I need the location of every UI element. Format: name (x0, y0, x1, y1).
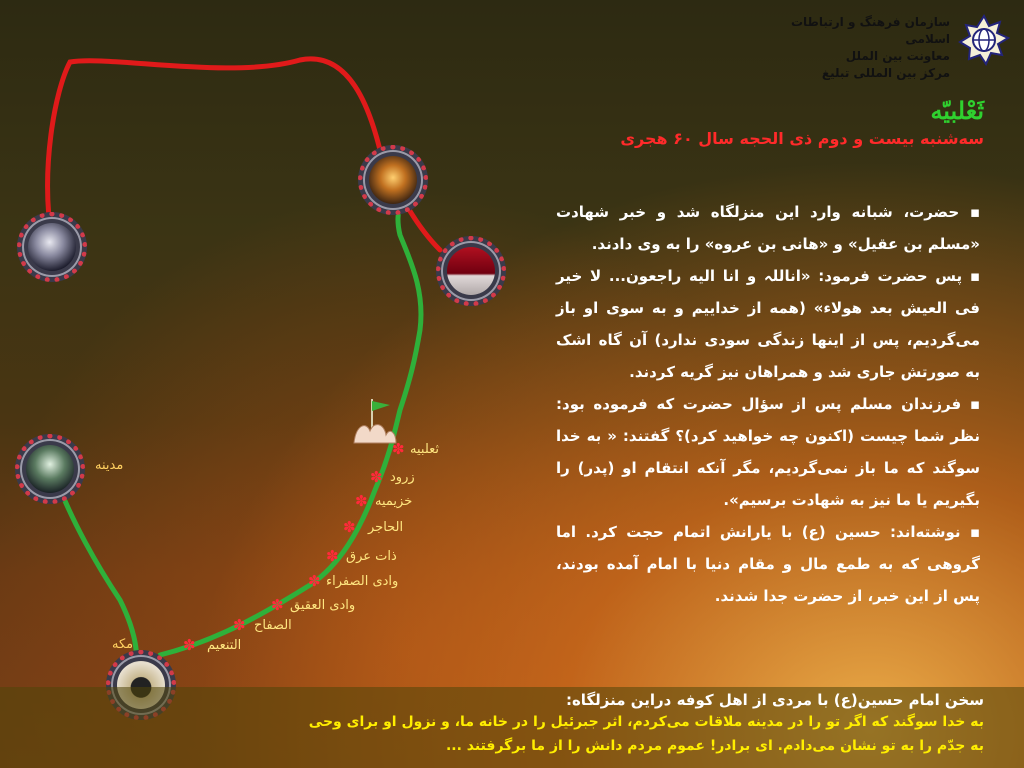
stop-marker-khuzaymiya: ✽ (355, 492, 368, 510)
quote-line-1: به خدا سوگند که اگر تو را در مدینه ملاقات می‌کردم، اثر جبرئیل را در خانه ما، و نزول او برای وحی (308, 714, 984, 730)
stop-marker-thalabiya: ✽ (392, 440, 405, 458)
stop-marker-wadi-aqiq: ✽ (271, 596, 284, 614)
narrative-text (556, 196, 980, 612)
page-subtitle: سه‌شنبه بیست و دوم ذی الحجه سال ۶۰ هجری (620, 129, 984, 148)
stop-marker-hajir: ✽ (343, 518, 356, 536)
logo-line-3: مرکز بین المللی تبلیغ (821, 66, 950, 80)
place-label-saffah: الصفاح (254, 618, 292, 633)
place-label-wadi-safra: وادی الصفراء (326, 574, 399, 589)
quote-line-2: به جدّم را به تو نشان می‌دادم. ای برادر! عموم مردم دانش را از ما برگرفتند ... (445, 738, 984, 754)
narrative-paragraph-1: ▪ حضرت، شبانه وارد این منزلگاه شد و خبر شهادت «مسلم بن عقیل» و «هانی بن عروه» را به وی دادند. (556, 203, 980, 253)
narrative-paragraph-2: ▪ پس حضرت فرمود: «اناللہ و انا الیه راجعون... لا خیر فی العیش بعد هولاء» (همه از خداییم و به سوی او باز می‌گردیم، پس از اینها زندگی سودی ندارد) آن گاه اشک به صورتش جاری شد و همراهان نیز گریه کردند. (556, 267, 980, 381)
stop-marker-saffah: ✽ (233, 616, 246, 634)
place-label-zarud: زرود (390, 470, 415, 485)
quote-heading: سخن امام حسین(ع) با مردی از اهل کوفه دراین منزلگاه: (565, 691, 984, 709)
stop-marker-zarud: ✽ (370, 468, 383, 486)
medallion-madina-mosque (15, 434, 85, 504)
stop-marker-wadi-safra: ✽ (308, 572, 321, 590)
medallion-red-route-west (17, 212, 87, 282)
medallion-karbala-shrine (358, 145, 428, 215)
organization-emblem-icon (958, 14, 1010, 66)
quote-bar (0, 687, 1024, 768)
place-label-hajir: الحاجر (368, 520, 404, 535)
organization-logo (760, 12, 1010, 80)
place-label-madina: مدینه (95, 458, 124, 473)
narrative-paragraph-4: ▪ نوشته‌اند: حسین (ع) با یارانش اتمام حجت کرد. اما گروهی که به طمع مال و مقام دنیا با امام آمده بودند، پس از این خبر، از حضرت جدا شدند. (556, 523, 980, 605)
place-label-wadi-aqiq: وادی العقیق (290, 598, 356, 613)
stop-marker-tanim: ✽ (183, 636, 196, 654)
page-heading (620, 96, 984, 148)
medallion-red-route-east (436, 236, 506, 306)
place-label-tanim: التنعیم (207, 638, 242, 653)
place-label-dhat-irq: ذات عرق (346, 549, 397, 564)
logo-line-1: سازمان فرهنگ و ارتباطات اسلامی (790, 15, 950, 46)
logo-line-2: معاونت بین الملل (845, 49, 950, 63)
place-label-khuzaymiya: خزیمیه (375, 494, 413, 509)
stop-marker-dhat-irq: ✽ (326, 547, 339, 565)
place-label-thalabiya: ثعلبیه (410, 442, 440, 457)
page-title: ثَعْلبیّه (930, 96, 984, 125)
narrative-paragraph-3: ▪ فرزندان مسلم پس از سؤال حضرت که فرموده بود: نظر شما چیست (اکنون چه خواهید کرد)؟ گفتند: « به خدا سوگند که ما باز نمی‌گردیم، مگر آنکه انتقام او (پدر) را بگیریم یا ما نیز به شهادت برسیم». (556, 395, 980, 509)
place-label-makka: مکه (112, 637, 134, 652)
